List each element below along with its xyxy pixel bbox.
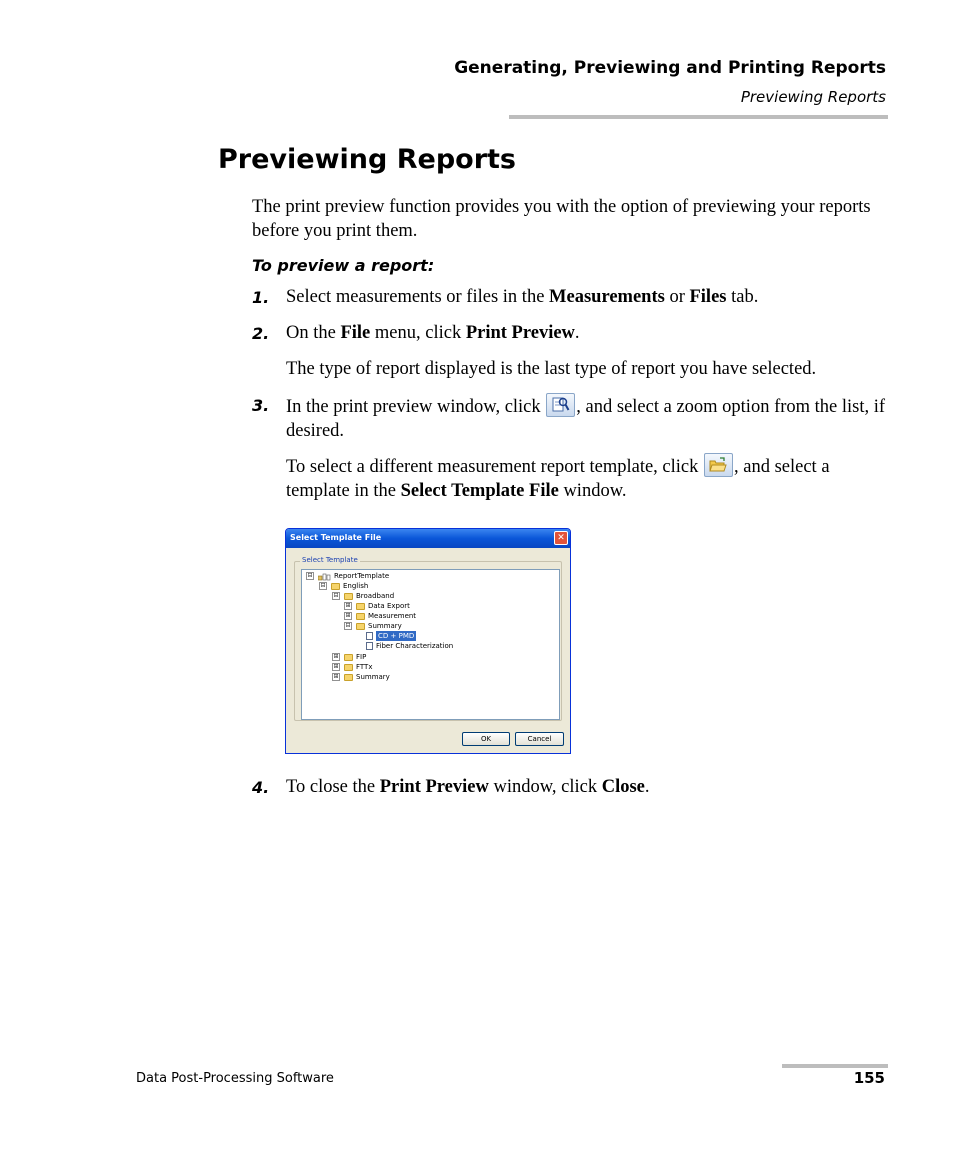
expand-icon[interactable]: ⊞ <box>333 653 339 660</box>
step-text-part: . <box>644 777 650 797</box>
folder-icon <box>344 593 353 600</box>
step-3-note <box>286 453 892 503</box>
ui-term: Measurements <box>549 287 665 307</box>
tree-item-label: Fiber Characterization <box>376 642 454 650</box>
tree-item-summary-broadband[interactable] <box>344 621 402 631</box>
folder-icon <box>344 664 353 671</box>
tree-item-summary[interactable] <box>332 672 390 682</box>
step-text-part: window, click <box>488 777 602 797</box>
folder-icon <box>356 613 365 620</box>
tree-item-fip[interactable] <box>332 652 366 662</box>
tree-item-data-export[interactable] <box>344 601 410 611</box>
folder-icon <box>356 603 365 610</box>
expand-icon[interactable]: ⊞ <box>333 673 339 680</box>
ui-term: Print Preview <box>379 777 489 797</box>
ui-term: Close <box>601 777 645 797</box>
collapse-icon[interactable]: ⊟ <box>307 572 313 579</box>
collapse-icon[interactable]: ⊟ <box>333 592 339 599</box>
close-icon[interactable]: ✕ <box>554 531 568 545</box>
step-text-part: Select measurements or files in the <box>286 287 550 307</box>
file-icon <box>366 632 373 640</box>
tree-item-label: Summary <box>356 673 390 681</box>
expand-icon[interactable]: ⊞ <box>345 612 351 619</box>
step-2-text <box>286 321 892 345</box>
group-label: Select Template <box>302 556 358 564</box>
folder-icon <box>344 654 353 661</box>
step-4-text <box>286 775 892 799</box>
step-text-part: menu, click <box>370 323 466 343</box>
step-number: 3. <box>252 396 270 415</box>
footer-rule <box>782 1064 888 1068</box>
intro-paragraph: The print preview function provides you with the option of previewing your reports before you print them. <box>252 197 871 241</box>
step-text-part: . <box>574 323 580 343</box>
tree-item-label: FIP <box>356 653 367 661</box>
tree-item-cd-pmd[interactable] <box>366 631 416 641</box>
cancel-button[interactable]: Cancel <box>515 732 564 746</box>
step-text-part: On the <box>286 323 341 343</box>
dialog-title: Select Template File <box>290 533 382 542</box>
step-2-note: The type of report displayed is the last type of report you have selected. <box>286 359 817 379</box>
page-number: 155 <box>853 1069 885 1087</box>
step-text-part: In the print preview window, click <box>286 397 546 417</box>
template-root-icon <box>318 573 331 580</box>
running-header-chapter: Generating, Previewing and Printing Reports <box>454 58 886 78</box>
tree-item-label: Broadband <box>356 592 395 600</box>
folder-icon <box>344 674 353 681</box>
ok-button[interactable]: OK <box>462 732 510 746</box>
tree-item-label-selected: CD + PMD <box>378 632 415 640</box>
tree-item-english[interactable] <box>319 581 368 591</box>
footer-product-name: Data Post-Processing Software <box>136 1071 334 1086</box>
ui-term: Print Preview <box>465 323 575 343</box>
file-icon <box>366 642 373 650</box>
folder-icon <box>356 623 365 630</box>
procedure-heading: To preview a report: <box>252 256 435 275</box>
ui-term: Select Template File <box>400 481 559 501</box>
header-rule <box>509 115 888 119</box>
step-text-part: To close the <box>286 777 380 797</box>
tree-item-label: FTTx <box>356 663 373 671</box>
tree-item-label: Measurement <box>368 612 417 620</box>
open-folder-icon <box>704 453 733 477</box>
step-1-text <box>286 285 892 309</box>
step-number: 2. <box>252 324 270 343</box>
tree-item-measurement[interactable] <box>344 611 416 621</box>
page-title: Previewing Reports <box>218 144 517 175</box>
ui-term: Files <box>689 287 727 307</box>
step-text-part: To select a different measurement report template, click <box>286 457 703 477</box>
ui-term: File <box>340 323 371 343</box>
collapse-icon[interactable]: ⊟ <box>320 582 326 589</box>
step-3-text <box>286 393 892 443</box>
template-tree[interactable] <box>301 569 560 720</box>
tree-item-label: Summary <box>368 622 402 630</box>
tree-item-report-template[interactable] <box>306 571 389 581</box>
collapse-icon[interactable]: ⊟ <box>345 622 351 629</box>
expand-icon[interactable]: ⊞ <box>345 602 351 609</box>
dialog-titlebar <box>286 529 570 548</box>
expand-icon[interactable]: ⊞ <box>333 663 339 670</box>
step-text-part: tab. <box>726 287 759 307</box>
step-number: 1. <box>252 288 270 307</box>
zoom-icon <box>546 393 575 417</box>
step-number: 4. <box>252 778 270 797</box>
folder-icon <box>331 583 340 590</box>
select-template-dialog <box>285 528 571 754</box>
tree-item-fiber-characterization[interactable] <box>366 641 453 651</box>
tree-item-fttx[interactable] <box>332 662 372 672</box>
tree-item-label: Data Export <box>368 602 410 610</box>
running-header-section: Previewing Reports <box>740 88 886 106</box>
step-text-part: window. <box>558 481 627 501</box>
step-text-part: , and select a template in the <box>286 457 830 501</box>
tree-item-label: ReportTemplate <box>334 572 390 580</box>
tree-item-label: English <box>343 582 369 590</box>
tree-item-broadband[interactable] <box>332 591 394 601</box>
step-text-part: , and select a zoom option from the list, if desired. <box>286 397 886 441</box>
select-template-group <box>294 556 562 721</box>
step-text-part: or <box>664 287 690 307</box>
